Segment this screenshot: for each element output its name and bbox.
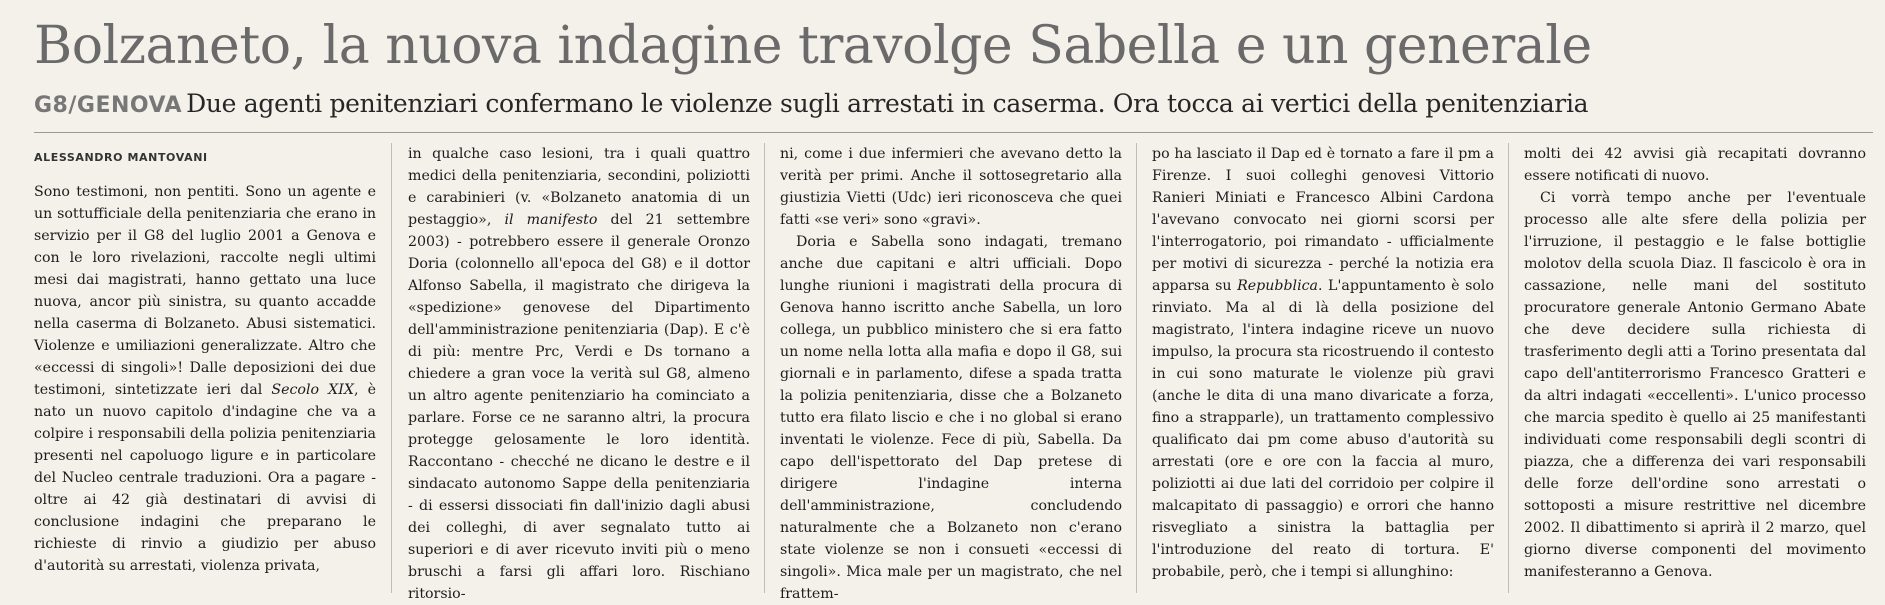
section-kicker: G8/GENOVA bbox=[34, 93, 183, 118]
deck-text: Due agenti penitenziari confermano le violenze sugli arrestati in caserma. Ora tocca ai vertici della penitenziaria bbox=[186, 89, 1589, 118]
column-1 bbox=[34, 143, 376, 593]
paragraph: Ci vorrà tempo anche per l'eventuale processo alle alte sfere della polizia per l'irruzione, il pestaggio e le false bottiglie molotov della scuola Diaz. Il fascicolo è ora in cassazione, nelle mani del sostituto procuratore generale Antonio Germano Abate che deve decidere sulla richiesta di trasferimento degli atti a Torino presentata dal capo dell'antiterrorismo Francesco Gratteri e da altri indagati «eccellenti». L'unico processo che marcia spedito è quello ai 25 manifestanti individuati come responsabili degli scontri di piazza, che a differenza dei vari responsabili delle forze dell'ordine sono arrestati o sottoposti a misure restrittive nel dicembre 2002. Il dibattimento si aprirà il 2 marzo, quel giorno diverse componenti del movimento manifesteranno a Genova. bbox=[1524, 190, 1866, 580]
paragraph: po ha lasciato il Dap ed è tornato a fare il pm a Firenze. I suoi colleghi genovesi Vittorio Ranieri Miniati e Francesco Albini Cardona l'avevano convocato nei giorni scorsi per l'interrogatorio, poi rimandato - ufficialmente per motivi di sicurezza - perché la notizia era apparsa su Repubblica. L'appuntamento è solo rinviato. Ma al di là della posizione del magistrato, l'intera indagine riceve un nuovo impulso, la procura sta ricostruendo il contesto in cui sono maturate le violenze più gravi (anche le dita di una mano divaricate a forza, fino a strapparle), un trattamento complessivo qualificato dai pm come abuso d'autorità su arrestati (ore e ore con la faccia al muro, poliziotti ai due lati del corridoio per colpire il malcapitato di passaggio) e orrori che hanno risvegliato a sinistra la battaglia per l'introduzione del reato di tortura. E' probabile, però, che i tempi si allunghino: bbox=[1152, 146, 1495, 580]
column-2 bbox=[408, 143, 751, 602]
byline: ALESSANDRO MANTOVANI bbox=[34, 151, 208, 164]
column-5 bbox=[1524, 143, 1866, 593]
article-body bbox=[34, 143, 1870, 602]
paragraph: ni, come i due infermieri che avevano detto la verità per primi. Anche il sottosegretario alla giustizia Vietti (Udc) ieri riconosceva che quei fatti «se veri» sono «gravi». bbox=[780, 146, 1122, 228]
paragraph: in qualche caso lesioni, tra i quali quattro medici della penitenziaria, secondini, poliziotti e carabinieri (v. «Bolzaneto anatomia di un pestaggio», il manifesto del 21 settembre 2003) - potrebbero essere il generale Oronzo Doria (colonnello all'epoca del G8) e il dottor Alfonso Sabella, il magistrato che dirigeva la «spedizione» genovese del Dipartimento dell'amministrazione penitenziaria (Dap). E c'è di più: mentre Prc, Verdi e Ds tornano a chiedere a gran voce la verità sul G8, almeno un altro agente penitenziario ha cominciato a parlare. Forse ce ne saranno altri, la procura protegge gelosamente le loro identità. Raccontano - checché ne dicano le destre e il sindacato autonomo Sappe della penitenziaria - di essersi dissociati fin dall'inizio dagli abusi dei colleghi, di aver segnalato tutto ai superiori e di aver ricevuto inviti più o meno bruschi a farsi gli affari loro. Rischiano ritorsio- bbox=[408, 146, 751, 602]
paragraph: molti dei 42 avvisi già recapitati dovranno essere notificati di nuovo. bbox=[1524, 146, 1866, 184]
paragraph: Doria e Sabella sono indagati, tremano anche due capitani e altri ufficiali. Dopo lunghe riunioni i magistrati della procura di Genova hanno iscritto anche Sabella, un loro collega, un pubblico ministero che si era fatto un nome nella lotta alla mafia e dopo il G8, sui giornali e in parlamento, difese a spada tratta la polizia penitenziaria, disse che a Bolzaneto tutto era filato liscio e che i no global si erano inventati le violenze. Fece di più, Sabella. Da capo dell'ispettorato del Dap pretese di dirigere l'indagine interna dell'amministrazione, concludendo naturalmente che a Bolzaneto non c'erano state violenze se non i consueti «eccessi di singoli». Mica male per un magistrato, che nel frattem- bbox=[780, 234, 1122, 602]
column-divider bbox=[391, 143, 392, 593]
paragraph: Sono testimoni, non pentiti. Sono un agente e un sottufficiale della penitenziaria che erano in servizio per il G8 del luglio 2001 a Genova e con le loro rivelazioni, raccolte negli ultimi mesi dai magistrati, hanno gettato una luce nuova, ancor più sinistra, su quanto accadde nella caserma di Bolzaneto. Abusi sistematici. Violenze e umiliazioni generalizzate. Altro che «eccessi di singoli»! Dalle deposizioni dei due testimoni, sintetizzate ieri dal Secolo XIX, è nato un nuovo capitolo d'indagine che va a colpire i responsabili della polizia penitenziaria presenti nel capoluogo ligure e in particolare del Nucleo centrale traduzioni. Ora a pagare - oltre ai 42 già destinatari di avvisi di conclusione indagini che preparano le richieste di rinvio a giudizio per abuso d'autorità su arrestati, violenza privata, bbox=[34, 184, 376, 574]
column-divider bbox=[1508, 143, 1509, 593]
column-3 bbox=[780, 143, 1122, 602]
header-rule bbox=[34, 132, 1873, 133]
italic-source: Repubblica bbox=[1237, 278, 1319, 294]
column-4 bbox=[1152, 143, 1494, 593]
headline: Bolzaneto, la nuova indagine travolge Sabella e un generale bbox=[34, 16, 1592, 76]
column-divider bbox=[764, 143, 765, 593]
italic-source: Secolo XIX bbox=[271, 382, 354, 398]
subheadline bbox=[34, 84, 1873, 128]
italic-source: il manifesto bbox=[504, 212, 598, 228]
column-divider bbox=[1136, 143, 1137, 593]
